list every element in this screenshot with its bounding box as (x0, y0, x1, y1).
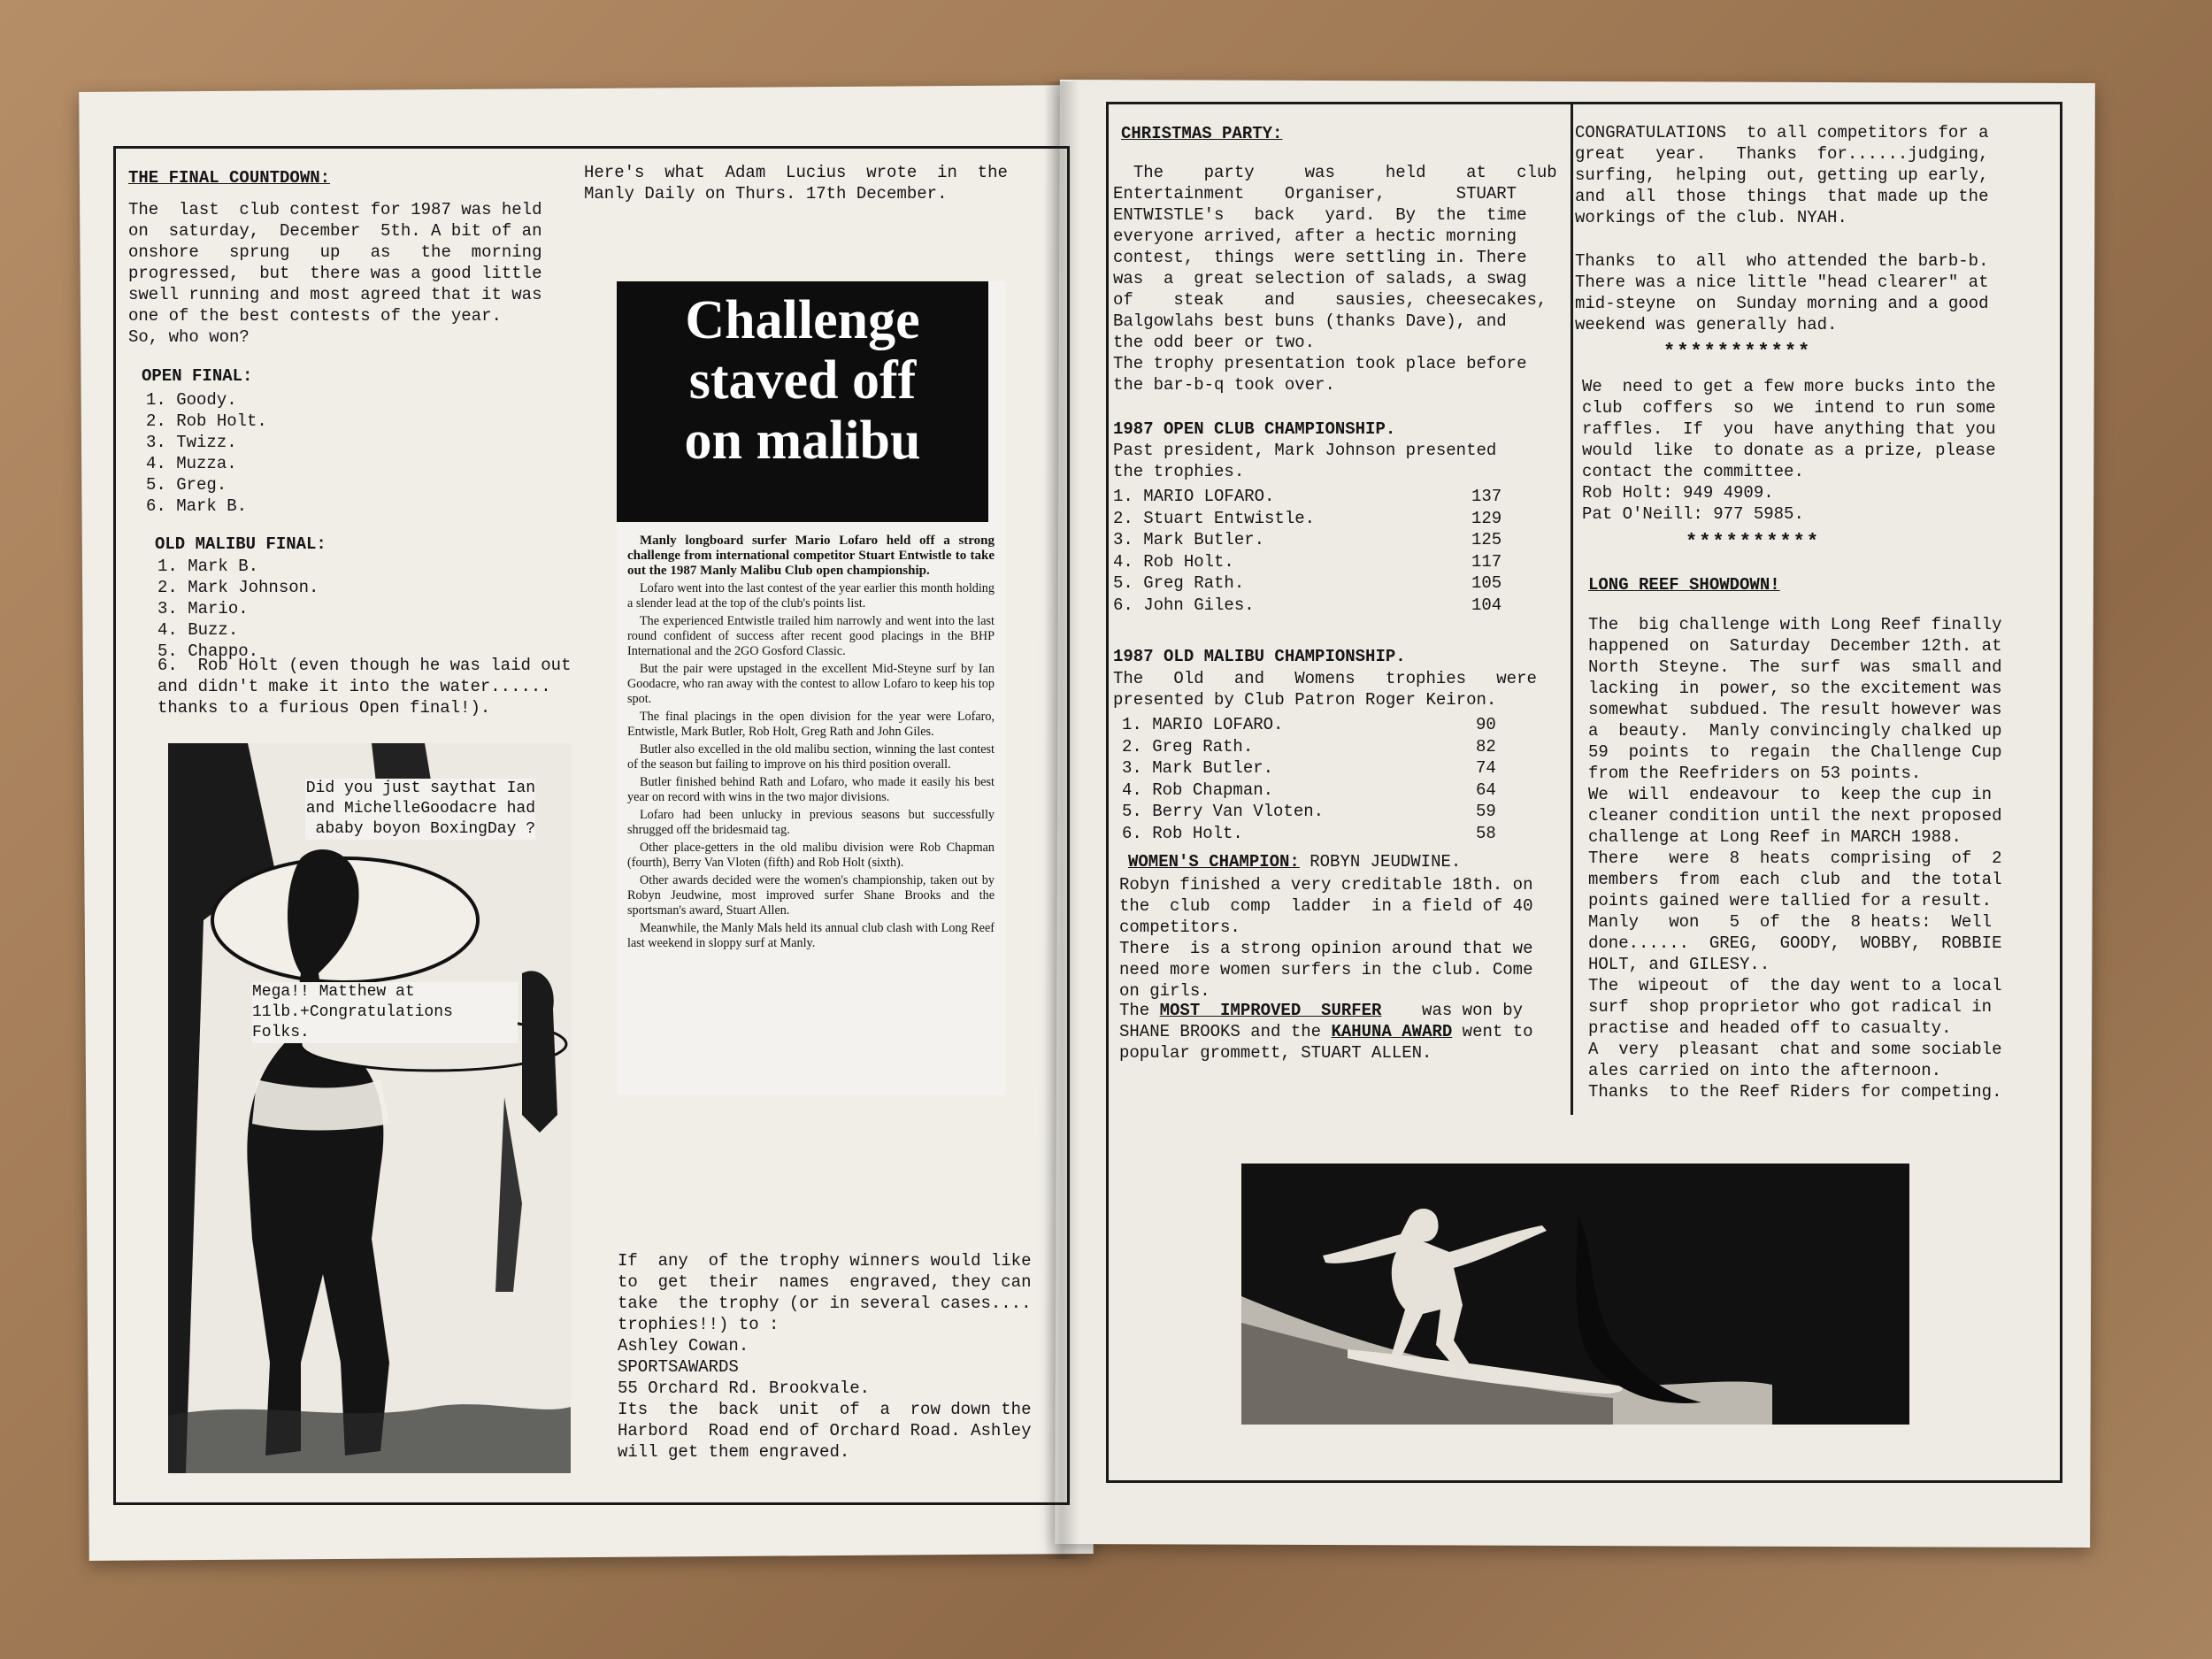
long-reef-line: The wipeout of the day went to a local (1588, 976, 2002, 995)
raffle-line: club coffers so we intend to run some (1582, 398, 1996, 418)
open-final-list (146, 389, 267, 517)
congrats-line: great year. Thanks for......judging, (1575, 144, 1989, 164)
congrats-line: surfing, helping out, getting up early, (1575, 165, 1989, 185)
engraving-line: to get their names engraved, they can (618, 1272, 1032, 1292)
speech-bubble-answer (252, 982, 518, 1043)
christmas-line: everyone arrived, after a hectic morning (1113, 227, 1517, 246)
malibu-champ-intro-line: presented by Club Patron Roger Keiron. (1113, 690, 1497, 710)
result-name: 1. MARIO LOFARO. (1122, 715, 1284, 734)
christmas-line: the odd beer or two. (1113, 333, 1316, 352)
christmas-line: ENTWISTLE's back yard. By the time (1113, 205, 1527, 225)
christmas-party-heading: CHRISTMAS PARTY: (1121, 124, 1283, 143)
womens-line: need more women surfers in the club. Come (1119, 960, 1533, 979)
christmas-line: was a great selection of salads, a swag (1113, 269, 1527, 288)
long-reef-line: There were 8 heats comprising of 2 (1588, 849, 2002, 868)
raffle-line: Pat O'Neill: 977 5985. (1582, 504, 1804, 524)
old-malibu-championship-results (1122, 715, 1502, 845)
intro-line: swell running and most agreed that it was (128, 285, 542, 304)
newspaper-clipping (617, 281, 1006, 1095)
award-line2-post: went to (1452, 1022, 1533, 1041)
old-malibu-championship-title: 1987 OLD MALIBU CHAMPIONSHIP. (1113, 647, 1406, 666)
open-final-label: OPEN FINAL: (142, 366, 253, 386)
adam-intro-line: Manly Daily on Thurs. 17th December. (584, 184, 948, 204)
beach-cartoon-photo (168, 743, 571, 1473)
bubble-question-line: on Boxing (401, 820, 488, 838)
result-name: 3. Mark Butler. (1113, 530, 1265, 549)
congrats-line: CONGRATULATIONS to all competitors for a (1575, 123, 1989, 142)
engraving-line: Its the back unit of a row down the (618, 1400, 1032, 1419)
result-name: 2. Greg Rath. (1122, 736, 1254, 757)
long-reef-heading: LONG REEF SHOWDOWN! (1588, 575, 1780, 595)
result-row (1113, 595, 1511, 618)
adam-intro-line: Here's what Adam Lucius wrote in the (584, 163, 1008, 182)
kahuna-award-label: KAHUNA AWARD (1331, 1022, 1453, 1041)
long-reef-line: happened on Saturday December 12th. at (1588, 636, 2002, 656)
womens-champion-name: ROBYN JEUDWINE. (1299, 852, 1462, 872)
article-paragraph: Butler also excelled in the old malibu section, winning the last contest of the season but failing to improve on his third position overall. (627, 742, 995, 772)
clipping-headline (617, 281, 988, 522)
result-row (1122, 715, 1502, 737)
long-reef-line: North Steyne. The surf was small and (1588, 657, 2002, 677)
congratulations-note (1575, 122, 2053, 228)
intro-line: one of the best contests of the year. (128, 306, 502, 326)
old-malibu-item: 1. Mark B. (157, 557, 259, 576)
intro-line: progressed, but there was a good little (128, 264, 542, 283)
christmas-line: the bar-b-q took over. (1113, 375, 1335, 395)
engraving-line: trophies!!) to : (618, 1315, 780, 1334)
result-name: 5. Greg Rath. (1113, 573, 1245, 593)
long-reef-line: We will endeavour to keep the cup in (1588, 785, 1993, 804)
bbq-note (1575, 250, 2053, 335)
article-paragraph: The experienced Entwistle trailed him narrowly and went into the last round confident of success after recent good placings in the BHP International and the 2GO Gosford Classic. (627, 614, 995, 658)
bubble-question-line: that Ian and Michelle (305, 780, 535, 818)
long-reef-line: ales carried on into the afternoon. (1588, 1061, 1942, 1080)
raffle-line: would like to donate as a prize, please (1582, 441, 1996, 460)
result-row (1122, 737, 1502, 759)
final-countdown-heading: THE FINAL COUNTDOWN: (128, 168, 331, 188)
open-championship-intro (1113, 440, 1564, 482)
award-text-mid: was won by (1381, 1001, 1524, 1020)
womens-champion-label: WOMEN'S CHAMPION: (1128, 852, 1300, 872)
article-paragraph: Manly longboard surfer Mario Lofaro held off a strong challenge from international competitor Stuart Entwistle to take out the 1987 Manly Malibu Club open championship. (627, 534, 995, 578)
separator-stars-1: *********** (1663, 341, 1812, 363)
open-championship-title: 1987 OPEN CLUB CHAMPIONSHIP. (1113, 419, 1396, 439)
open-final-item: 6. Mark B. (146, 496, 248, 516)
article-paragraph: Meanwhile, the Manly Mals held its annual club clash with Long Reef last weekend in sloppy surf at Manly. (627, 921, 995, 950)
old-malibu-item: 3. Mario. (157, 599, 249, 618)
long-reef-line: points gained were tallied for a result. (1588, 891, 1993, 910)
old-malibu-item: 5. Chappo. (157, 641, 259, 661)
long-reef-line: from the Reefriders on 53 points. (1588, 764, 1922, 783)
christmas-line: contest, things were settling in. There (1113, 248, 1527, 267)
long-reef-line: HOLT, and GILESY.. (1588, 955, 1770, 974)
old-malibu-sixth-line: thanks to a furious Open final!). (157, 698, 491, 718)
bubble-question-line: baby boy (325, 820, 402, 838)
womens-champion-line (1128, 852, 1461, 872)
womens-line: the club comp ladder in a field of 40 (1119, 896, 1533, 916)
result-points: 125 (1471, 530, 1502, 549)
engraving-line: Harbord Road end of Orchard Road. Ashley (618, 1421, 1032, 1440)
result-points: 74 (1476, 758, 1496, 778)
result-points: 104 (1471, 595, 1502, 615)
long-reef-line: 59 points to regain the Challenge Cup (1588, 742, 2002, 762)
open-final-item: 2. Rob Holt. (146, 411, 267, 431)
open-final-item: 3. Twizz. (146, 433, 237, 452)
open-championship-results (1113, 487, 1511, 617)
article-paragraph: Other awards decided were the women's championship, taken out by Robyn Jeudwine, most improved surfer Shane Brooks and the sportsman's award, Stuart Allen. (627, 873, 995, 918)
bubble-question-line: Goodacre had a (315, 800, 535, 838)
result-row (1122, 824, 1502, 846)
long-reef-line: challenge at Long Reef in MARCH 1988. (1588, 827, 1962, 847)
womens-line: on girls. (1119, 981, 1210, 1001)
long-reef-body (1588, 614, 2053, 1102)
christmas-line: of steak and sausies, cheesecakes, (1113, 290, 1548, 310)
result-row (1122, 758, 1502, 780)
long-reef-line: members from each club and the total (1588, 870, 2002, 889)
raffle-line: Rob Holt: 949 4909. (1582, 483, 1774, 503)
result-row (1122, 802, 1502, 824)
result-name: 1. MARIO LOFARO. (1113, 487, 1275, 506)
article-paragraph: But the pair were upstaged in the excellent Mid-Steyne surf by Ian Goodacre, who ran away with the contest to allow Lofaro to keep his top spot. (627, 662, 995, 706)
surfer-photo (1241, 1164, 1909, 1425)
congrats-line: workings of the club. NYAH. (1575, 208, 1847, 227)
long-reef-line: somewhat subdued. The result however was (1588, 700, 2002, 719)
result-points: 82 (1476, 736, 1496, 757)
result-points: 64 (1476, 780, 1496, 800)
christmas-line: The trophy presentation took place before (1113, 354, 1527, 373)
long-reef-line: The big challenge with Long Reef finally (1588, 615, 2002, 634)
result-row (1113, 552, 1511, 574)
article-paragraph: Lofaro had been unlucky in previous seasons but successfully shrugged off the bridesmaid tag. (627, 808, 995, 837)
malibu-champ-intro-line: The Old and Womens trophies were (1113, 669, 1537, 688)
open-final-item: 4. Muzza. (146, 454, 237, 473)
old-malibu-sixth-line: and didn't make it into the water...... (157, 677, 551, 696)
long-reef-line: a beauty. Manly convincingly chalked up (1588, 721, 2002, 741)
result-name: 6. Rob Holt. (1122, 823, 1243, 843)
bbq-line: weekend was generally had. (1575, 315, 1838, 334)
intro-line: The last club contest for 1987 was held (128, 200, 542, 219)
adam-lucius-intro (584, 162, 1026, 204)
result-row (1113, 487, 1511, 509)
result-name: 4. Rob Chapman. (1122, 780, 1274, 800)
long-reef-line: done...... GREG, GOODY, WOBBY, ROBBIE (1588, 933, 2002, 953)
headline-line-1: Challenge (685, 290, 920, 350)
raffle-note (1582, 376, 2055, 525)
bbq-line: There was a nice little "head clearer" at (1575, 273, 1989, 292)
long-reef-line: Thanks to the Reef Riders for competing. (1588, 1082, 2002, 1102)
long-reef-line: cleaner condition until the next proposed (1588, 806, 2002, 826)
result-points: 105 (1471, 573, 1502, 593)
open-champ-intro-line: Past president, Mark Johnson presented (1113, 441, 1497, 460)
result-name: 4. Rob Holt. (1113, 551, 1234, 572)
engraving-line: Ashley Cowan. (618, 1336, 749, 1356)
open-champ-intro-line: the trophies. (1113, 462, 1245, 481)
womens-line: There is a strong opinion around that we (1119, 939, 1533, 958)
headline-line-3: on malibu (684, 411, 921, 471)
open-final-item: 1. Goody. (146, 390, 237, 410)
bubble-question-line: Day ? (487, 820, 535, 838)
old-malibu-sixth-line: 6. Rob Holt (even though he was laid out (157, 656, 572, 675)
engraving-line: SPORTSAWARDS (618, 1357, 739, 1377)
christmas-line: The party was held at club (1113, 163, 1557, 182)
award-text-pre: The (1119, 1001, 1160, 1020)
result-points: 117 (1471, 551, 1502, 572)
raffle-line: raffles. If you have anything that you (1582, 419, 1996, 439)
awards-paragraph (1119, 1000, 1533, 1064)
clipping-article (627, 534, 995, 954)
old-malibu-item: 4. Buzz. (157, 620, 239, 640)
long-reef-line: lacking in power, so the excitement was (1588, 679, 2002, 698)
bubble-question-line: Did you just say (305, 780, 459, 797)
result-row (1113, 509, 1511, 531)
womens-line: Robyn finished a very creditable 18th. on (1119, 875, 1533, 895)
result-points: 137 (1471, 487, 1502, 506)
intro-line: onshore sprung up as the morning (128, 242, 542, 262)
article-paragraph: Other place-getters in the old malibu division were Rob Chapman (fourth), Berry Van Vloten (fifth) and Rob Holt (sixth). (627, 841, 995, 870)
speech-bubble-question (305, 779, 535, 840)
result-row (1113, 530, 1511, 552)
bbq-line: Thanks to all who attended the barb-b. (1575, 251, 1989, 271)
womens-champion-body (1119, 874, 1571, 1002)
long-reef-line: practise and headed off to casualty. (1588, 1018, 1952, 1038)
bbq-line: mid-steyne on Sunday morning and a good (1575, 294, 1989, 313)
old-malibu-final-label: OLD MALIBU FINAL: (155, 534, 326, 554)
result-name: 3. Mark Butler. (1122, 758, 1274, 778)
intro-line: So, who won? (128, 327, 250, 347)
christmas-party-body (1113, 162, 1564, 396)
raffle-line: We need to get a few more bucks into the (1582, 377, 1996, 396)
result-name: 6. John Giles. (1113, 595, 1255, 615)
result-points: 129 (1471, 508, 1502, 528)
old-malibu-championship-intro (1113, 668, 1564, 710)
separator-stars-2: ********** (1686, 531, 1821, 553)
engraving-line: If any of the trophy winners would like (618, 1251, 1032, 1271)
long-reef-line: A very pleasant chat and some sociable (1588, 1040, 2002, 1059)
long-reef-line: Manly won 5 of the 8 heats: Well (1588, 912, 1993, 932)
christmas-line: Entertainment Organiser, STUART (1113, 184, 1517, 204)
old-malibu-final-list (157, 556, 319, 662)
trophy-engraving-notice (618, 1250, 1060, 1463)
womens-line: competitors. (1119, 918, 1240, 937)
most-improved-surfer-label: MOST IMPROVED SURFER (1159, 1001, 1382, 1020)
result-points: 58 (1476, 823, 1496, 843)
article-paragraph: Butler finished behind Rath and Lofaro, who made it easily his best year on record with wins in the two major divisions. (627, 775, 995, 804)
result-row (1113, 573, 1511, 595)
open-final-item: 5. Greg. (146, 475, 227, 495)
engraving-line: will get them engraved. (618, 1442, 850, 1462)
bubble-answer-line: Congratulations Folks. (252, 1003, 453, 1041)
article-paragraph: The final placings in the open division for the year were Lofaro, Entwistle, Mark Butler, Rob Holt, Greg Rath and John Giles. (627, 710, 995, 739)
old-malibu-item: 2. Mark Johnson. (157, 578, 319, 597)
final-countdown-intro (128, 199, 553, 348)
old-malibu-sixth-place (157, 655, 582, 718)
award-line3: popular grommett, STUART ALLEN. (1119, 1043, 1432, 1063)
result-row (1122, 780, 1502, 803)
result-points: 59 (1476, 802, 1496, 821)
intro-line: on saturday, December 5th. A bit of an (128, 221, 542, 241)
result-name: 5. Berry Van Vloten. (1122, 802, 1325, 821)
christmas-line: Balgowlahs best buns (thanks Dave), and (1113, 311, 1507, 331)
headline-line-2: staved off (688, 350, 917, 411)
award-line2-pre: SHANE BROOKS and the (1119, 1022, 1332, 1041)
result-points: 90 (1476, 715, 1496, 734)
result-name: 2. Stuart Entwistle. (1113, 508, 1316, 528)
bubble-answer-line: Mega!! Matthew at 11lb.+ (252, 983, 415, 1021)
article-paragraph: Lofaro went into the last contest of the year earlier this month holding a slender lead at the top of the club's points list. (627, 581, 995, 611)
long-reef-line: surf shop proprietor who got radical in (1588, 997, 1993, 1017)
raffle-line: contact the committee. (1582, 462, 1804, 481)
congrats-line: and all those things that made up the (1575, 187, 1989, 206)
engraving-line: 55 Orchard Rd. Brookvale. (618, 1379, 871, 1398)
engraving-line: take the trophy (or in several cases.... (618, 1294, 1032, 1313)
column-divider (1571, 102, 1573, 1115)
